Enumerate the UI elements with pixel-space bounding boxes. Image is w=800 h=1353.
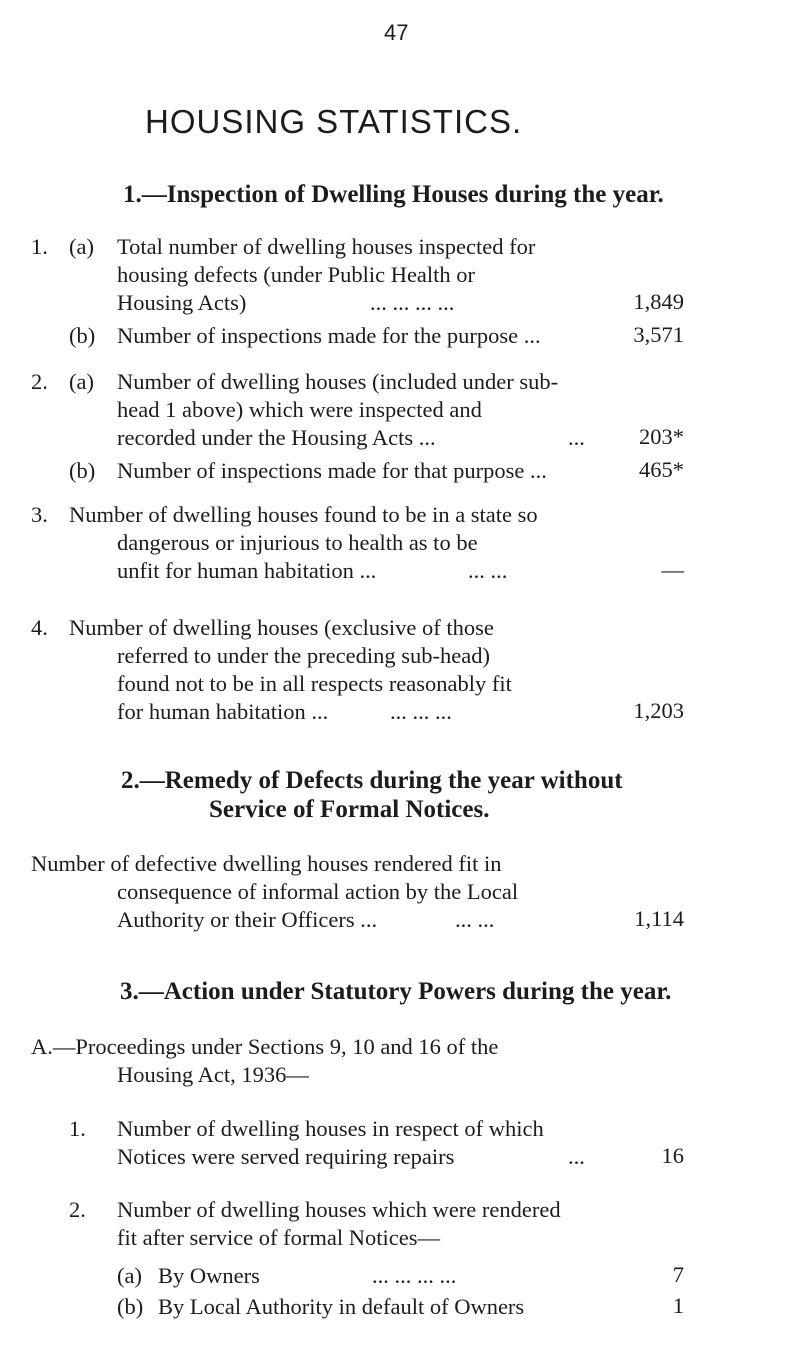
item-1a-dots: ... ... ... ... (370, 290, 455, 315)
item-1b-label: (b) (69, 323, 96, 348)
section-2-heading-line-1: 2.—Remedy of Defects during the year without (121, 767, 623, 794)
section-2-line-2: consequence of informal action by the Local (117, 879, 519, 904)
page-number: 47 (384, 20, 409, 45)
item-1a-line-3: Housing Acts) (117, 290, 247, 315)
item-3-value: — (661, 557, 684, 582)
section-3-item-2a-text: By Owners (158, 1263, 260, 1288)
section-3-item-2b-label: (b) (117, 1294, 144, 1319)
page-title: HOUSING STATISTICS. (145, 103, 523, 140)
item-2-number: 2. (31, 369, 48, 394)
item-1a-line-2: housing defects (under Public Health or (117, 262, 476, 287)
section-1-heading: 1.—Inspection of Dwelling Houses during the year. (123, 181, 664, 208)
item-4-dots: ... ... ... (390, 699, 452, 724)
item-4-line-1: Number of dwelling houses (exclusive of those (69, 615, 494, 640)
section-3-a-line-2: Housing Act, 1936— (117, 1062, 309, 1087)
item-2a-line-1: Number of dwelling houses (included under sub- (117, 369, 559, 394)
section-2-dots: ... ... (455, 907, 495, 932)
section-3-item-1-line-1: Number of dwelling houses in respect of which (117, 1116, 544, 1141)
item-1-number: 1. (31, 234, 48, 259)
section-3-item-2-line-1: Number of dwelling houses which were rendered (117, 1197, 561, 1222)
item-1a-line-1: Total number of dwelling houses inspected for (117, 234, 536, 259)
item-2a-value: 203* (639, 424, 684, 449)
item-1b-text: Number of inspections made for the purpose ... (117, 323, 541, 348)
section-3-item-1-dots: ... (568, 1144, 585, 1169)
item-1a-label: (a) (69, 234, 94, 259)
section-3-item-1-number: 1. (69, 1116, 86, 1141)
item-2b-label: (b) (69, 458, 96, 483)
item-3-line-1: Number of dwelling houses found to be in a state so (69, 502, 538, 527)
item-2b-text: Number of inspections made for that purpose ... (117, 458, 547, 483)
section-3-item-2b-value: 1 (672, 1293, 684, 1318)
item-3-line-3: unfit for human habitation ... (117, 558, 377, 583)
section-3-a-line-1: A.—Proceedings under Sections 9, 10 and 16 of the (31, 1034, 499, 1059)
section-2-line-3: Authority or their Officers ... (117, 907, 378, 932)
item-2a-label: (a) (69, 369, 94, 394)
item-2a-line-3: recorded under the Housing Acts ... (117, 425, 436, 450)
item-2b-value: 465* (639, 457, 684, 482)
item-1a-value: 1,849 (633, 289, 684, 314)
item-4-number: 4. (31, 615, 48, 640)
item-4-value: 1,203 (633, 698, 684, 723)
section-3-item-2a-dots: ... ... ... ... (372, 1263, 457, 1288)
section-2-value: 1,114 (634, 906, 684, 931)
section-3-item-2a-label: (a) (117, 1263, 142, 1288)
section-3-heading: 3.—Action under Statutory Powers during the year. (120, 978, 672, 1005)
item-3-line-2: dangerous or injurious to health as to be (117, 530, 478, 555)
item-2a-line-2: head 1 above) which were inspected and (117, 397, 482, 422)
section-3-item-2b-text: By Local Authority in default of Owners (158, 1294, 525, 1319)
item-1b-value: 3,571 (633, 322, 684, 347)
item-4-line-2: referred to under the preceding sub-head) (117, 643, 490, 668)
section-3-item-2-line-2: fit after service of formal Notices— (117, 1225, 440, 1250)
section-2-heading-line-2: Service of Formal Notices. (209, 796, 490, 823)
section-2-line-1: Number of defective dwelling houses rendered fit in (31, 851, 502, 876)
item-4-line-4: for human habitation ... (117, 699, 329, 724)
item-2a-dots: ... (568, 425, 585, 450)
section-3-item-1-line-2: Notices were served requiring repairs (117, 1144, 455, 1169)
item-3-dots: ... ... (468, 558, 508, 583)
section-3-item-1-value: 16 (661, 1143, 684, 1168)
item-3-number: 3. (31, 502, 48, 527)
section-3-item-2-number: 2. (69, 1197, 86, 1222)
section-3-item-2a-value: 7 (672, 1262, 684, 1287)
item-4-line-3: found not to be in all respects reasonably fit (117, 671, 512, 696)
